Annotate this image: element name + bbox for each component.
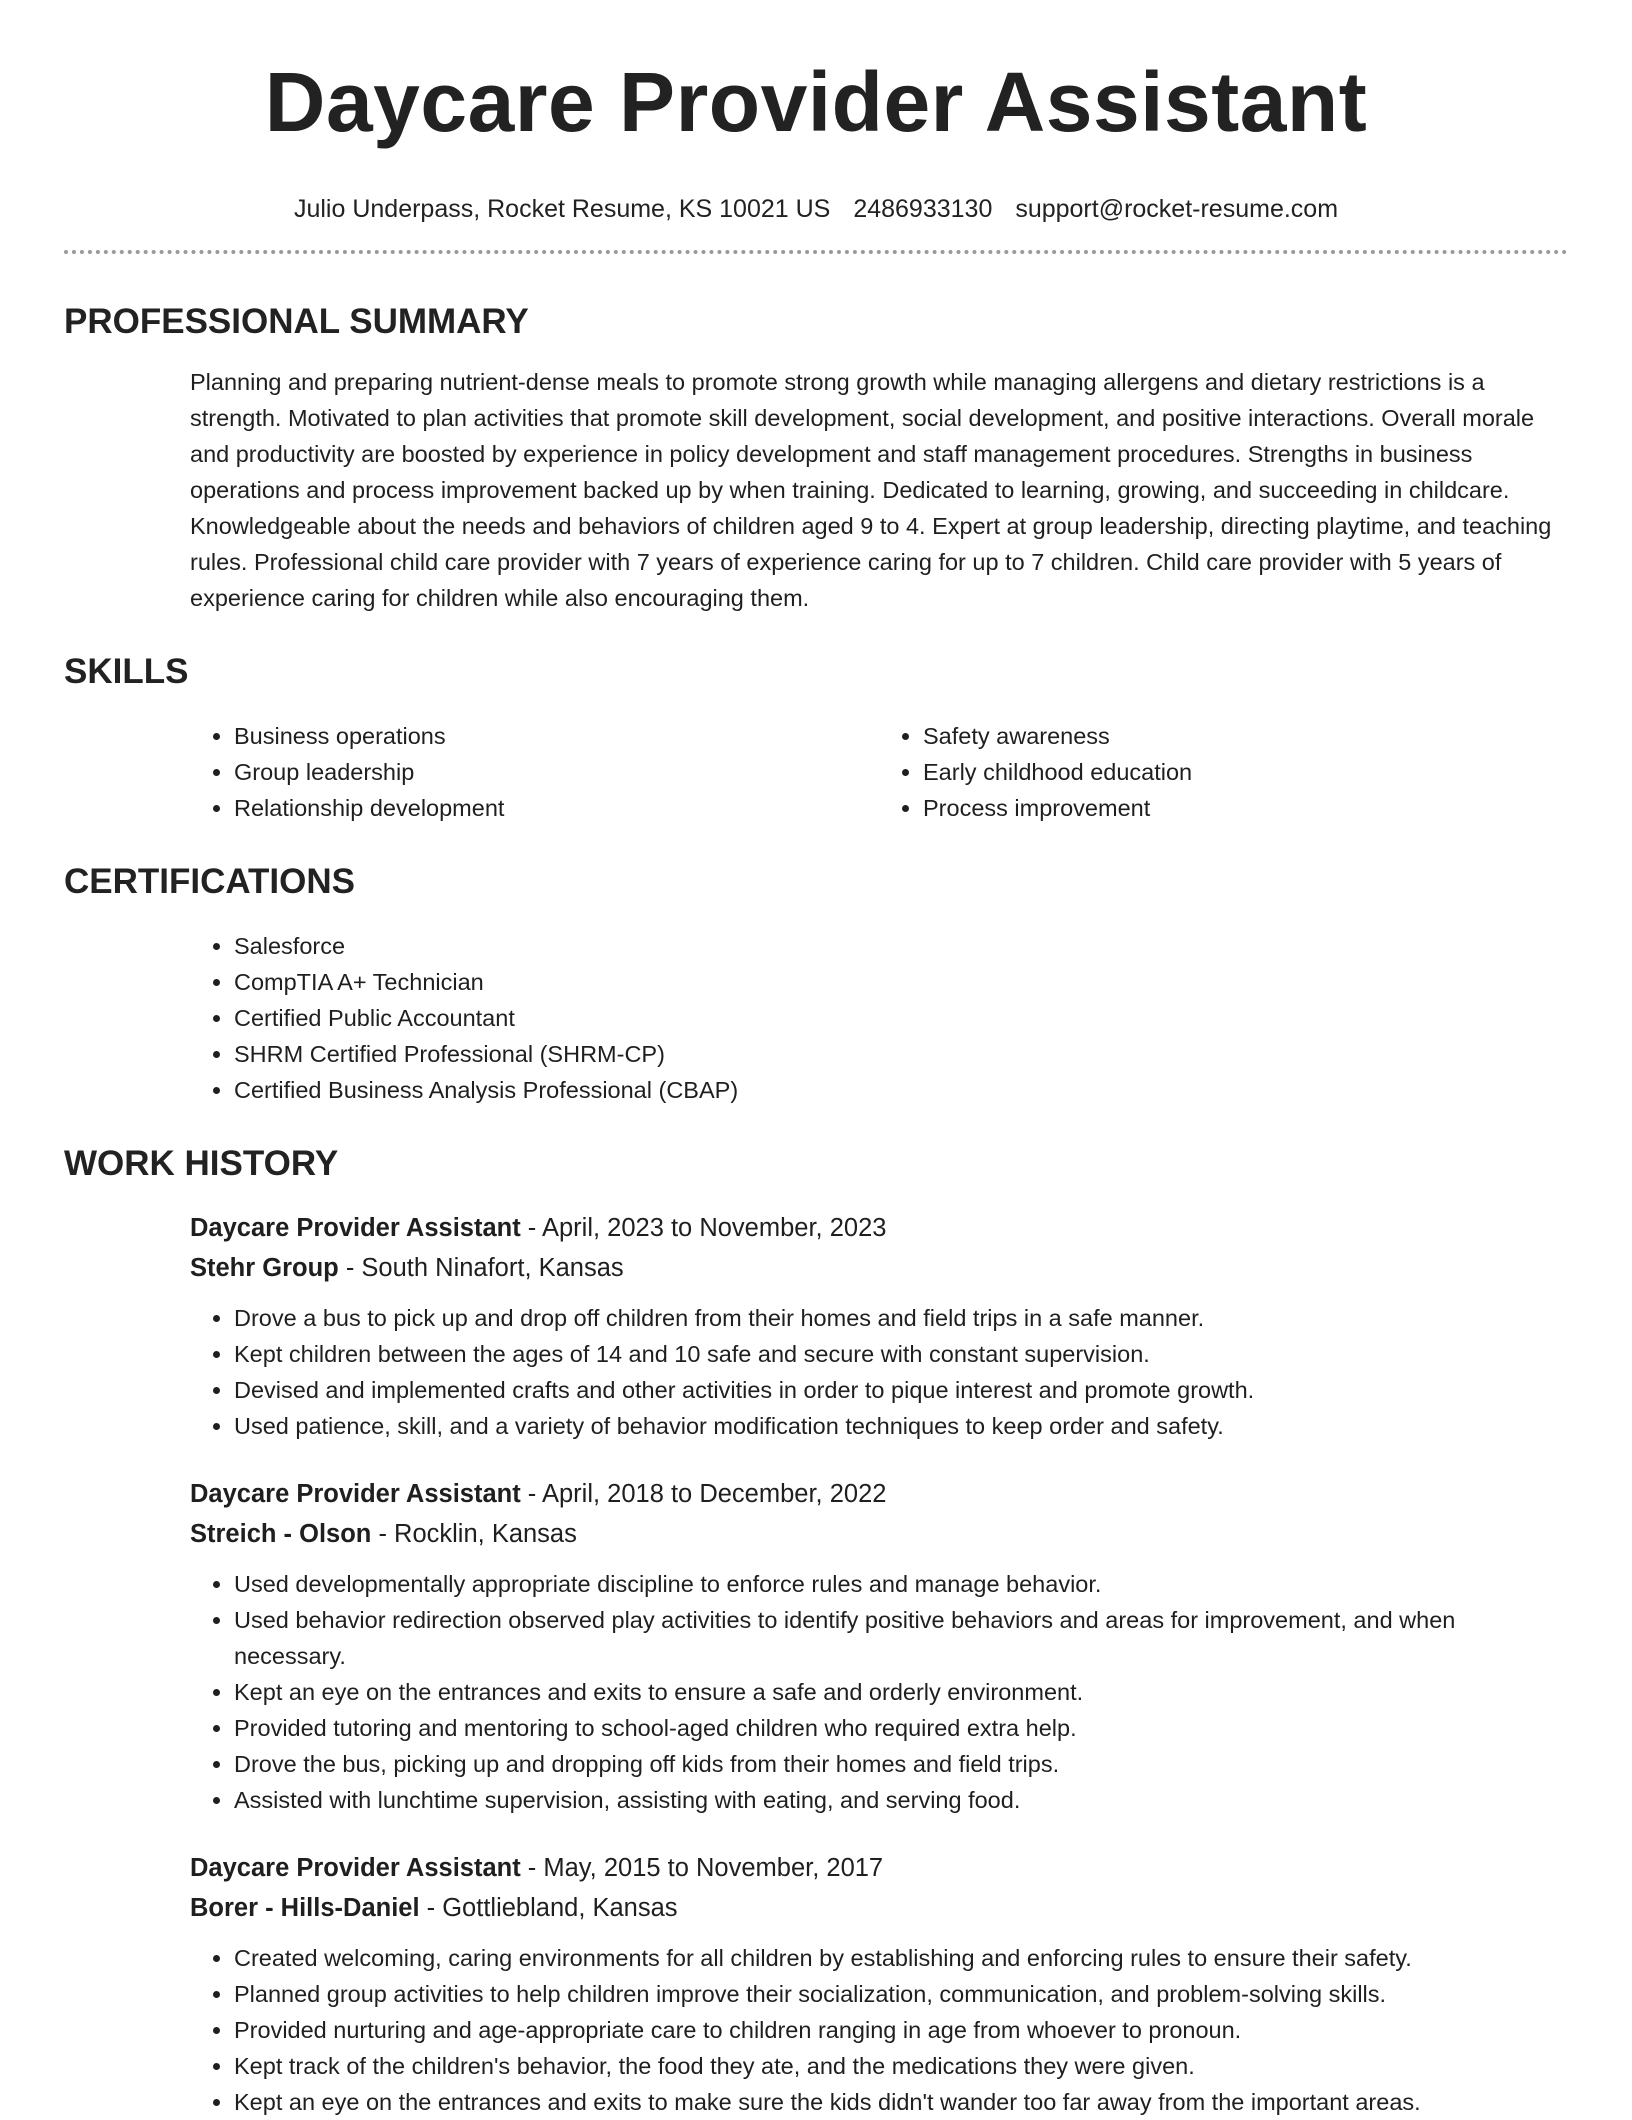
job-bullet: • Drove the bus, picking up and dropping off kids from their homes and field trips. — [234, 1746, 1568, 1782]
certification-item: • Certified Public Accountant — [234, 1000, 1568, 1036]
job-bullet: • Used developmentally appropriate discipline to enforce rules and manage behavior. — [234, 1566, 1568, 1602]
job-role: Daycare Provider Assistant — [190, 1854, 521, 1882]
job-bullets — [190, 1566, 1568, 1818]
job-entry — [190, 1848, 1568, 2120]
job-bullets — [190, 1940, 1568, 2120]
section-title-certifications: CERTIFICATIONS — [64, 862, 356, 901]
job-bullet: • Planned group activities to help children improve their socialization, communication, and problem-solving skills. — [234, 1976, 1568, 2012]
skills-grid — [190, 718, 1568, 826]
job-location: - Rocklin, Kansas — [371, 1520, 577, 1548]
job-dates: - May, 2015 to November, 2017 — [520, 1854, 884, 1882]
section-title-skills: SKILLS — [64, 652, 189, 691]
job-bullet: • Kept children between the ages of 14 and 10 safe and secure with constant supervision. — [234, 1336, 1568, 1372]
job-company: Borer - Hills-Daniel — [190, 1894, 420, 1922]
contact-email: support@rocket-resume.com — [1015, 195, 1339, 223]
job-company: Streich - Olson — [190, 1520, 372, 1548]
job-company-line — [190, 1888, 1568, 1928]
contact-line — [64, 192, 1568, 226]
section-title-summary: PROFESSIONAL SUMMARY — [64, 302, 529, 341]
skill-item: • Early childhood education — [923, 754, 1568, 790]
job-title-line — [190, 1848, 1568, 1888]
job-dates: - April, 2018 to December, 2022 — [520, 1480, 887, 1508]
skill-item: • Safety awareness — [923, 718, 1568, 754]
resume-name: Daycare Provider Assistant — [264, 55, 1368, 149]
contact-phone: 2486933130 — [853, 195, 993, 223]
summary-text: Planning and preparing nutrient-dense meals to promote strong growth while managing allergens and dietary restrictions is a strength. Motivated to plan activities that promote skill development, social development, and positive interactions. Overall morale and productivity are boosted by experience in policy development and staff management procedures. Strengths in business operations and process improvement backed up by when training. Dedicated to learning, growing, and succeeding in childcare. Knowledgeable about the needs and behaviors of children aged 9 to 4. Expert at group leadership, directing playtime, and teaching rules. Professional child care provider with 7 years of experience caring for up to 7 children. Child care provider with 5 years of experience caring for children while also encouraging them. — [190, 369, 1552, 611]
job-bullet: • Used patience, skill, and a variety of behavior modification techniques to keep order and safety. — [234, 1408, 1568, 1444]
job-bullet: • Assisted with lunchtime supervision, assisting with eating, and serving food. — [234, 1782, 1568, 1818]
job-title-line — [190, 1208, 1568, 1248]
job-location: - Gottliebland, Kansas — [419, 1894, 678, 1922]
skill-item: • Process improvement — [923, 790, 1568, 826]
section-title-work-history: WORK HISTORY — [64, 1144, 339, 1183]
skill-item: • Group leadership — [234, 754, 879, 790]
certification-item: • SHRM Certified Professional (SHRM-CP) — [234, 1036, 1568, 1072]
job-company-line — [190, 1514, 1568, 1554]
skill-item: • Relationship development — [234, 790, 879, 826]
certifications-block — [190, 928, 1568, 1108]
job-role: Daycare Provider Assistant — [190, 1480, 521, 1508]
job-company-line — [190, 1248, 1568, 1288]
job-bullet: • Devised and implemented crafts and other activities in order to pique interest and promote growth. — [234, 1372, 1568, 1408]
job-bullet: • Created welcoming, caring environments for all children by establishing and enforcing rules to ensure their safety. — [234, 1940, 1568, 1976]
job-bullet: • Kept an eye on the entrances and exits to make sure the kids didn't wander too far away from the important areas. — [234, 2084, 1568, 2120]
job-entry — [190, 1474, 1568, 1818]
job-dates: - April, 2023 to November, 2023 — [520, 1214, 887, 1242]
skills-list-left — [190, 718, 879, 826]
job-title-line — [190, 1474, 1568, 1514]
job-bullet: • Provided tutoring and mentoring to school-aged children who required extra help. — [234, 1710, 1568, 1746]
job-entry — [190, 1208, 1568, 1444]
contact-address: Julio Underpass, Rocket Resume, KS 10021 US — [293, 195, 831, 223]
job-bullets — [190, 1300, 1568, 1444]
job-bullet: • Drove a bus to pick up and drop off children from their homes and field trips in a safe manner. — [234, 1300, 1568, 1336]
job-role: Daycare Provider Assistant — [190, 1214, 521, 1242]
job-bullet: • Provided nurturing and age-appropriate care to children ranging in age from whoever to pronoun. — [234, 2012, 1568, 2048]
certification-item: • Salesforce — [234, 928, 1568, 964]
job-location: - South Ninafort, Kansas — [338, 1254, 624, 1282]
job-company: Stehr Group — [190, 1254, 339, 1282]
skill-item: • Business operations — [234, 718, 879, 754]
skills-list-right — [879, 718, 1568, 826]
certification-item: • CompTIA A+ Technician — [234, 964, 1568, 1000]
certifications-list — [190, 928, 1568, 1108]
header-divider — [64, 250, 1568, 254]
job-bullet: • Kept an eye on the entrances and exits to ensure a safe and orderly environment. — [234, 1674, 1568, 1710]
job-bullet: • Used behavior redirection observed play activities to identify positive behaviors and areas for improvement, and when necessary. — [234, 1602, 1568, 1674]
certification-item: • Certified Business Analysis Professional (CBAP) — [234, 1072, 1568, 1108]
job-bullet: • Kept track of the children's behavior, the food they ate, and the medications they were given. — [234, 2048, 1568, 2084]
